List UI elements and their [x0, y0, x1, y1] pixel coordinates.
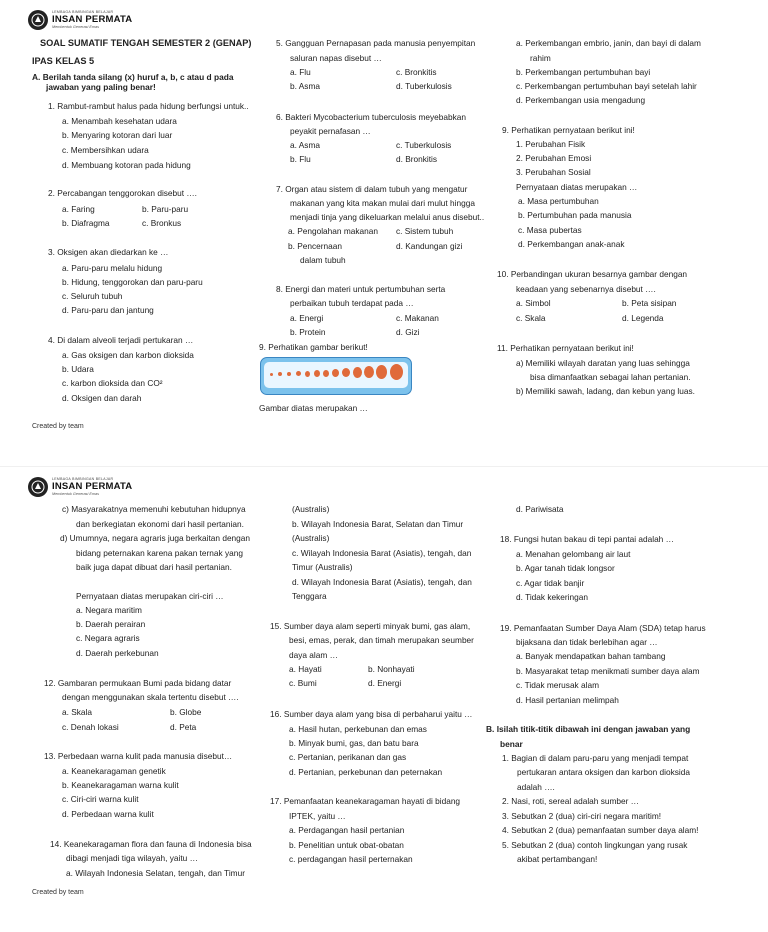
logo-small-text: LEMBAGA BIMBINGAN BELAJAR [52, 476, 114, 481]
essay-question-5-line2: akibat pertambangan! [517, 854, 598, 864]
option: d. Energi [368, 678, 402, 688]
option: b. Diafragma [62, 218, 110, 228]
option: a. Simbol [516, 298, 551, 308]
option: a. Flu [290, 67, 311, 77]
logo-name: INSAN PERMATA [52, 481, 133, 493]
option: a. Banyak mendapatkan bahan tambang [516, 651, 666, 661]
option: c. Bumi [289, 678, 317, 688]
option: b. Asma [290, 81, 320, 91]
question-7-line2: makanan yang kita makan mulai dari mulut hingga [290, 198, 475, 208]
option: c. Negara agraris [76, 633, 140, 643]
essay-question-1-line2: pertukaran antara oksigen dan karbon dioksida [517, 767, 690, 777]
footer-credit: Created by team [32, 423, 84, 430]
section-a-instruction: A. Berilah tanda silang (x) huruf a, b, c atau d pada [32, 72, 234, 82]
embryo-stage [332, 369, 339, 377]
option: c. Tuberkulosis [396, 140, 452, 150]
section-a-instruction-line2: jawaban yang paling benar! [46, 82, 156, 92]
option: a. Gas oksigen dan karbon dioksida [62, 350, 194, 360]
option: d. Gizi [396, 327, 420, 337]
option: d. Tidak kekeringan [516, 592, 588, 602]
question-3: 3. Oksigen akan diedarkan ke … [48, 247, 169, 257]
option: d. Peta [170, 722, 197, 732]
section-b-instruction-line2: benar [500, 739, 523, 749]
option: a. Masa pertumbuhan [518, 196, 599, 206]
option: b. Pencernaan [288, 241, 342, 251]
option: d. Paru-paru dan jantung [62, 305, 154, 315]
option: c. karbon dioksida dan CO² [62, 378, 163, 388]
question-5-line2: saluran napas disebut … [290, 53, 382, 63]
embryo-development-image [260, 357, 412, 395]
option: b. Globe [170, 707, 202, 717]
question-7-line3: menjadi tinja yang dikeluarkan melalui anus disebut.. [290, 212, 485, 222]
question-9-statements: 9. Perhatikan pernyataan berikut ini! [502, 125, 635, 135]
option: a. Energi [290, 313, 324, 323]
statement-continuation: baik juga dapat dibuat dari hasil pertanian. [76, 562, 232, 572]
embryo-stage [342, 368, 350, 377]
essay-question-5: 5. Sebutkan 2 (dua) contoh lingkungan yang rusak [502, 840, 688, 850]
essay-question-4: 4. Sebutkan 2 (dua) pemanfaatan sumber daya alam! [502, 825, 699, 835]
option: a. Menambah kesehatan udara [62, 116, 177, 126]
statement-prompt: Pernyataan diatas merupakan … [516, 182, 638, 192]
question-10: 10. Perbandingan ukuran besarnya gambar dengan [497, 269, 688, 279]
question-14: 14. Keanekaragaman flora dan fauna di Indonesia bisa [50, 839, 252, 849]
option-continuation: dalam tubuh [300, 255, 346, 265]
embryo-stage [376, 365, 387, 379]
question-8: 8. Energi dan materi untuk pertumbuhan serta [276, 284, 446, 294]
option: b. Agar tanah tidak longsor [516, 563, 615, 573]
option: c. Perkembangan pertumbuhan bayi setelah lahir [516, 81, 697, 91]
option: b. Perkembangan pertumbuhan bayi [516, 67, 651, 77]
option: d. Kandungan gizi [396, 241, 463, 251]
logo-tagline: Membentuk Generasi Emas [52, 491, 100, 496]
option: b. Menyaring kotoran dari luar [62, 130, 173, 140]
question-9-prompt: Gambar diatas merupakan … [259, 403, 368, 413]
option-continuation: (Australis) [292, 533, 330, 543]
question-6: 6. Bakteri Mycobacterium tuberculosis meyebabkan [276, 112, 466, 122]
question-13: 13. Perbedaan warna kulit pada manusia disebut… [44, 751, 233, 761]
option: d. Tuberkulosis [396, 81, 452, 91]
option: a. Perkembangan embrio, janin, dan bayi di dalam [516, 38, 701, 48]
embryo-stage [353, 367, 362, 378]
option: a. Pengolahan makanan [288, 226, 378, 236]
question-5: 5. Gangguan Pernapasan pada manusia penyempitan [276, 38, 476, 48]
option: b. Flu [290, 154, 311, 164]
statement-continuation: bisa dimanfaatkan sebagai lahan pertanian. [530, 372, 691, 382]
question-19: 19. Pemanfaatan Sumber Daya Alam (SDA) tetap harus [500, 623, 706, 633]
option-continuation: Tenggara [292, 591, 327, 601]
essay-question-2: 2. Nasi, roti, sereal adalah sumber … [502, 796, 639, 806]
option: d. Perbedaan warna kulit [62, 809, 154, 819]
option: a. Perdagangan hasil pertanian [289, 825, 405, 835]
question-18: 18. Fungsi hutan bakau di tepi pantai adalah … [500, 534, 674, 544]
question-7: 7. Organ atau sistem di dalam tubuh yang mengatur [276, 184, 468, 194]
option: c. Bronkitis [396, 67, 437, 77]
footer-credit: Created by team [32, 889, 84, 896]
option: a. Wilayah Indonesia Selatan, tengah, dan Timur [66, 868, 245, 878]
essay-question-1-line3: adalah …. [517, 782, 555, 792]
page-subtitle: IPAS KELAS 5 [32, 56, 95, 66]
question-17: 17. Pemanfaatan keanekaragaman hayati di bidang [270, 796, 461, 806]
question-10-line2: keadaan yang sebenarnya disebut …. [516, 284, 656, 294]
embryo-stage [314, 370, 320, 377]
embryo-stage [287, 372, 291, 376]
option: d. Perkembangan usia mengadung [516, 95, 646, 105]
option: b. Wilayah Indonesia Barat, Selatan dan Timur [292, 519, 464, 529]
question-15-line2: besi, emas, perak, dan timah merupakan seumber [289, 635, 474, 645]
question-9-image: 9. Perhatikan gambar berikut! [259, 342, 368, 352]
option: d. Hasil pertanian melimpah [516, 695, 619, 705]
institution-logo [28, 477, 132, 497]
page-title: SOAL SUMATIF TENGAH SEMESTER 2 (GENAP) [40, 38, 252, 48]
option: b. Daerah perairan [76, 619, 146, 629]
statement-continuation: dan berkegiatan ekonomi dari hasil pertanian. [76, 519, 244, 529]
option: d. Perkembangan anak-anak [518, 239, 625, 249]
question-14-line2: dibagi menjadi tiga wilayah, yaitu … [66, 853, 198, 863]
embryo-stage [278, 372, 282, 376]
question-16: 16. Sumber daya alam yang bisa di perbaharui yaitu … [270, 709, 473, 719]
option: a. Hayati [289, 664, 322, 674]
option: b. Penelitian untuk obat-obatan [289, 840, 404, 850]
option-continuation: rahim [530, 53, 551, 63]
logo-name: INSAN PERMATA [52, 14, 133, 26]
option: a. Skala [62, 707, 92, 717]
statement: 2. Perubahan Emosi [516, 153, 592, 163]
option-continuation: (Australis) [292, 504, 330, 514]
question-15: 15. Sumber daya alam seperti minyak bumi, gas alam, [270, 621, 471, 631]
section-b-instruction: B. Isilah titik-titik dibawah ini dengan jawaban yang [486, 724, 691, 734]
option: b. Minyak bumi, gas, dan batu bara [289, 738, 419, 748]
statement: b) Memiliki sawah, ladang, dan kebun yang luas. [516, 386, 695, 396]
option: a. Paru-paru melalu hidung [62, 263, 163, 273]
option: d. Daerah perkebunan [76, 648, 159, 658]
statement-continuation: bidang peternakan karena pakan ternak yang [76, 548, 243, 558]
logo-tagline: Membentuk Generasi Emas [52, 24, 100, 29]
option: a. Menahan gelombang air laut [516, 549, 631, 559]
option: b. Nonhayati [368, 664, 415, 674]
question-12-line2: dengan menggunakan skala tertentu disebut …. [62, 692, 239, 702]
question-1: 1. Rambut-rambut halus pada hidung berfungsi untuk.. [48, 101, 249, 111]
question-4: 4. Di dalam alveoli terjadi pertukaran … [48, 335, 194, 345]
option: c. Wilayah Indonesia Barat (Asiatis), tengah, dan [292, 548, 472, 558]
question-11: 11. Perhatikan pernyataan berikut ini! [497, 343, 634, 353]
question-19-line2: bijaksana dan tidak berlebihan agar … [516, 637, 658, 647]
option: d. Membuang kotoran pada hidung [62, 160, 191, 170]
logo-small-text: LEMBAGA BIMBINGAN BELAJAR [52, 9, 114, 14]
option: a. Hasil hutan, perkebunan dan emas [289, 724, 427, 734]
option: c. Membersihkan udara [62, 145, 149, 155]
option: c. Denah lokasi [62, 722, 119, 732]
option: a. Asma [290, 140, 320, 150]
question-15-line3: daya alam … [289, 650, 338, 660]
option: c. Skala [516, 313, 546, 323]
question-8-line2: perbaikan tubuh terdapat pada … [290, 298, 414, 308]
option: c. Seluruh tubuh [62, 291, 123, 301]
statement: 3. Perubahan Sosial [516, 167, 591, 177]
embryo-stage [296, 371, 301, 376]
option: b. Peta sisipan [622, 298, 677, 308]
question-2: 2. Percabangan tenggorokan disebut …. [48, 188, 197, 198]
option: c. Ciri-ciri warna kulit [62, 794, 139, 804]
logo-emblem-icon [28, 477, 48, 497]
option: d. Pertanian, perkebunan dan peternakan [289, 767, 443, 777]
option: d. Wilayah Indonesia Barat (Asiatis), tengah, dan [292, 577, 472, 587]
embryo-stage [323, 370, 329, 377]
option: b. Keanekaragaman warna kulit [62, 780, 179, 790]
embryo-stage [364, 366, 374, 378]
embryo-stage [390, 364, 403, 380]
embryo-stage [270, 373, 273, 376]
option: c. Sistem tubuh [396, 226, 454, 236]
option: b. Udara [62, 364, 94, 374]
statement-prompt: Pernyataan diatas merupakan ciri-ciri … [76, 591, 224, 601]
option: d. Pariwisata [516, 504, 564, 514]
question-12: 12. Gambaran permukaan Bumi pada bidang datar [44, 678, 232, 688]
logo-emblem-icon [28, 10, 48, 30]
essay-question-3: 3. Sebutkan 2 (dua) ciri-ciri negara maritim! [502, 811, 662, 821]
option: c. Tidak merusak alam [516, 680, 599, 690]
worksheet-page-2 [0, 466, 768, 932]
option: a. Keanekaragaman genetik [62, 766, 166, 776]
option-continuation: Timur (Australis) [292, 562, 353, 572]
option: b. Masyarakat tetap menikmati sumber daya alam [516, 666, 700, 676]
option: c. Bronkus [142, 218, 182, 228]
option: d. Legenda [622, 313, 664, 323]
statement: d) Umumnya, negara agraris juga berkaitan dengan [60, 533, 251, 543]
option: c. Makanan [396, 313, 439, 323]
option: b. Pertumbuhan pada manusia [518, 210, 632, 220]
option: c. Agar tidak banjir [516, 578, 585, 588]
institution-logo [28, 10, 132, 30]
question-17-line2: IPTEK, yaitu … [289, 811, 346, 821]
option: d. Oksigen dan darah [62, 393, 142, 403]
statement: c) Masyarakatnya memenuhi kebutuhan hidupnya [62, 504, 246, 514]
option: c. perdagangan hasil perternakan [289, 854, 413, 864]
option: b. Hidung, tenggorokan dan paru-paru [62, 277, 203, 287]
option: c. Masa pubertas [518, 225, 582, 235]
option: b. Paru-paru [142, 204, 189, 214]
option: d. Bronkitis [396, 154, 438, 164]
statement: 1. Perubahan Fisik [516, 139, 586, 149]
option: c. Pertanian, perikanan dan gas [289, 752, 407, 762]
essay-question-1: 1. Bagian di dalam paru-paru yang menjadi tempat [502, 753, 689, 763]
embryo-stage [305, 371, 310, 377]
question-6-line2: peyakit pernafasan … [290, 126, 371, 136]
option: a. Negara maritim [76, 605, 142, 615]
statement: a) Memiliki wilayah daratan yang luas sehingga [516, 358, 690, 368]
option: b. Protein [290, 327, 326, 337]
option: a. Faring [62, 204, 95, 214]
